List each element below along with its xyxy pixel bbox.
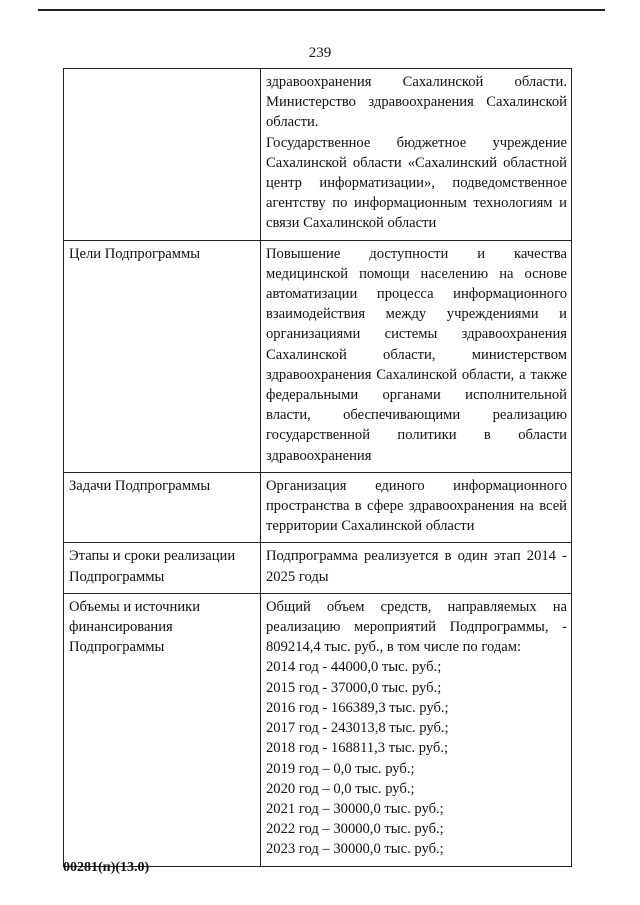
top-rule <box>38 9 605 11</box>
table-row <box>64 543 572 593</box>
value-paragraph: Подпрограмма реализуется в один этап 2014 - 2025 годы <box>266 548 567 585</box>
row-value <box>261 593 572 866</box>
table-row <box>64 593 572 866</box>
row-value <box>261 69 572 241</box>
value-paragraph: здравоохранения Сахалинской области. Министерство здравоохранения Сахалинской области. <box>266 74 567 131</box>
row-label: Объемы и источники финансирования Подпрограммы <box>64 593 261 866</box>
table-row <box>64 472 572 543</box>
value-paragraph: Государственное бюджетное учреждение Сахалинской области «Сахалинский областной центр информатизации», подведомственное агентству по информационным технологиям и связи Сахалинской области <box>266 134 567 232</box>
page-number: 239 <box>308 45 332 61</box>
row-label: Этапы и сроки реализации Подпрограммы <box>64 543 261 593</box>
document-code: 00281(п)(13.0) <box>63 860 150 875</box>
funding-year-line: 2017 год - 243013,8 тыс. руб.; <box>266 720 449 737</box>
funding-year-line: 2016 год - 166389,3 тыс. руб.; <box>266 699 449 716</box>
value-paragraph: Общий объем средств, направляемых на реализацию мероприятий Подпрограммы, - 809214,4 тыс. руб., в том числе по годам: <box>266 598 567 656</box>
value-paragraph: Повышение доступности и качества медицинской помощи населению на основе автоматизации процесса информационного взаимодействия между учреждениями и организациями системы здравоохранения Сахалинской области, министерством здравоохранения Сахалинской области, а также федеральными органами исполнительной власти, обеспечивающими реализацию государственной политики в области здравоохранения <box>266 245 567 464</box>
table-row <box>64 240 572 472</box>
row-label <box>64 69 261 241</box>
row-label: Задачи Подпрограммы <box>64 472 261 543</box>
funding-year-line: 2020 год – 0,0 тыс. руб.; <box>266 780 415 797</box>
funding-year-line: 2018 год - 168811,3 тыс. руб.; <box>266 740 449 757</box>
passport-table <box>63 68 572 867</box>
row-label: Цели Подпрограммы <box>64 240 261 472</box>
funding-year-line: 2019 год – 0,0 тыс. руб.; <box>266 760 415 777</box>
funding-year-line: 2014 год - 44000,0 тыс. руб.; <box>266 659 442 676</box>
value-paragraph: Организация единого информационного пространства в сфере здравоохранения на всей территории Сахалинской области <box>266 477 567 535</box>
funding-year-line: 2021 год – 30000,0 тыс. руб.; <box>266 800 444 817</box>
row-value <box>261 240 572 472</box>
row-value <box>261 472 572 543</box>
funding-year-line: 2023 год – 30000,0 тыс. руб.; <box>266 841 444 858</box>
funding-year-line: 2022 год – 30000,0 тыс. руб.; <box>266 821 444 838</box>
table-row <box>64 69 572 241</box>
row-value <box>261 543 572 593</box>
funding-year-line: 2015 год - 37000,0 тыс. руб.; <box>266 679 442 696</box>
